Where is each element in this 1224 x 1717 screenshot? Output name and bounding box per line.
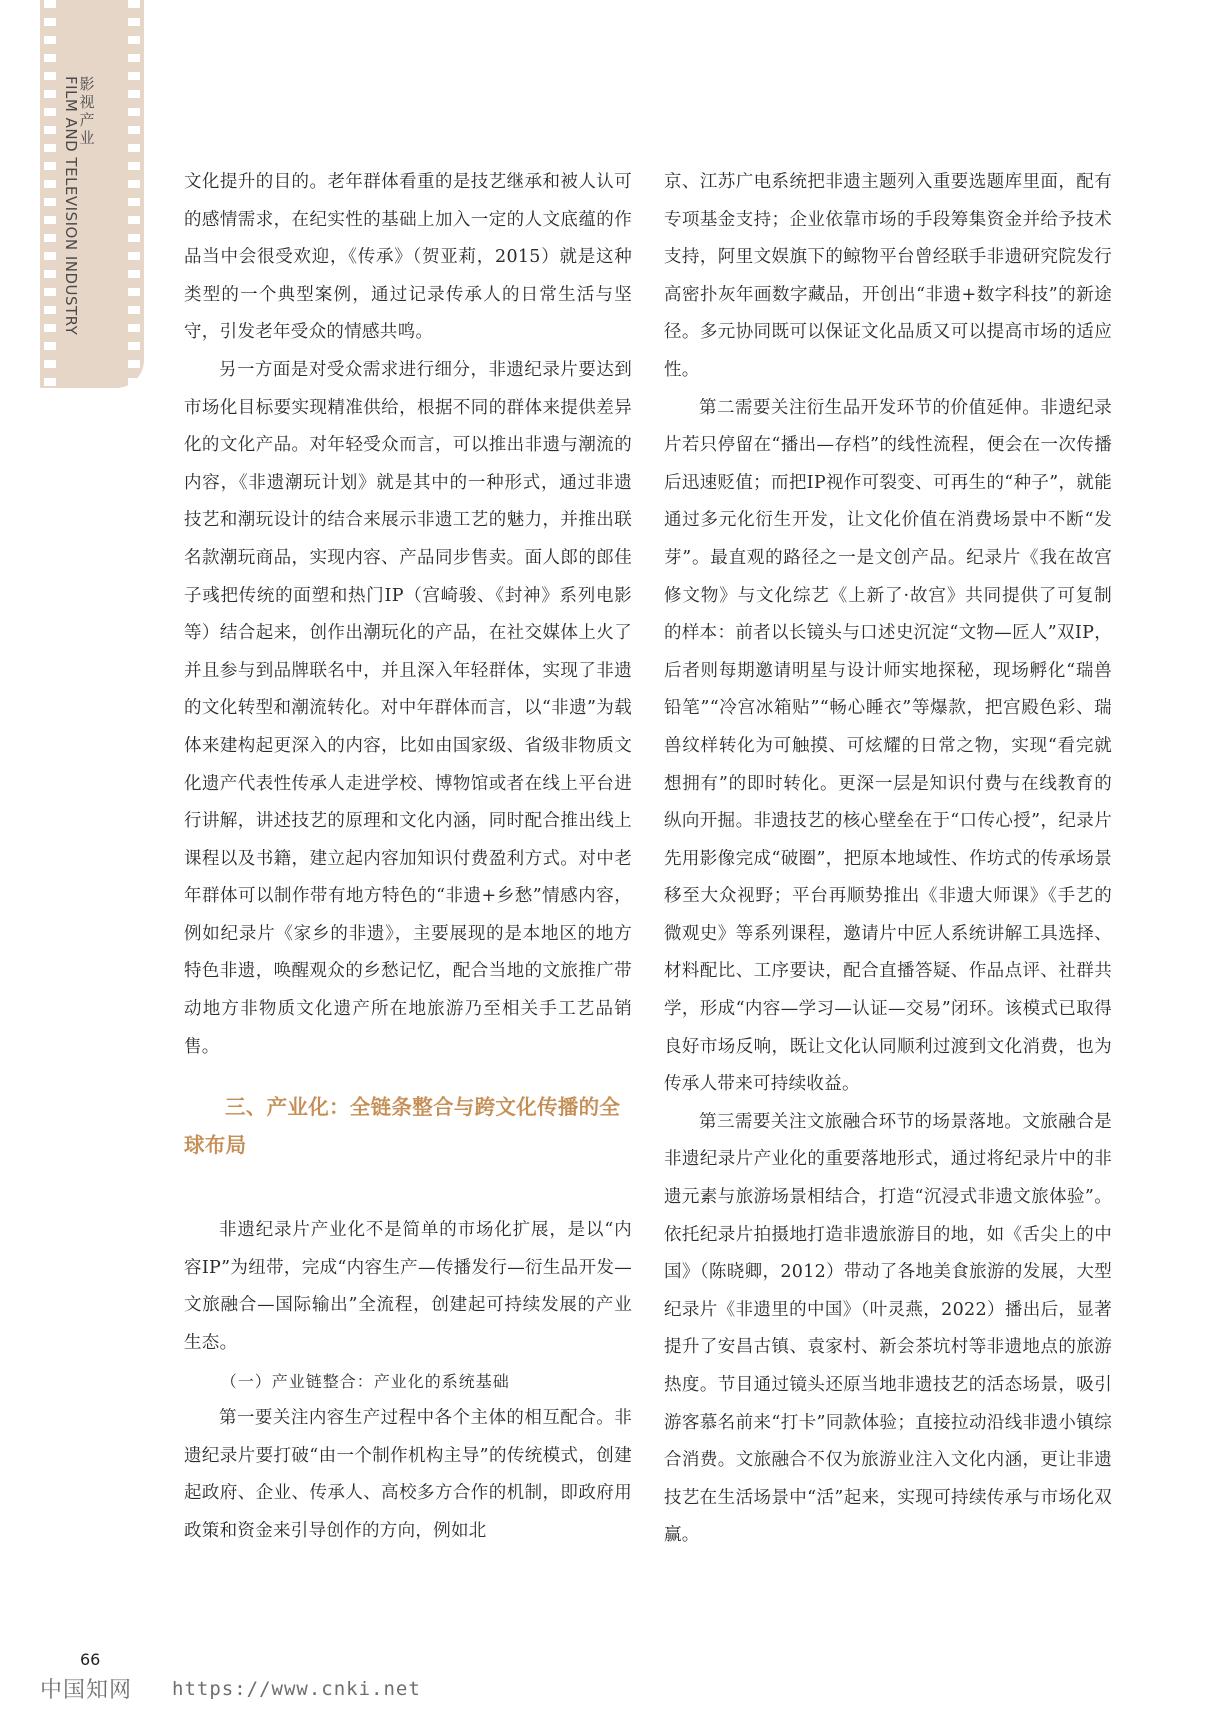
page-number: 66 (80, 1650, 101, 1669)
sub-heading: （一）产业链整合：产业化的系统基础 (220, 1371, 510, 1391)
cnki-url[interactable]: https://www.cnki.net (172, 1677, 421, 1700)
right-column (664, 164, 1112, 1555)
cnki-logo: 中国知网 (40, 1678, 133, 1703)
film-strip-decoration (128, 0, 140, 388)
section-label (62, 76, 94, 335)
left-column (184, 164, 632, 1551)
body-paragraph: 非遗纪录片产业化不是简单的市场化扩展，是以“内容IP”为纽带，完成“内容生产—传播发行—衍生品开发—文旅融合—国际输出”全流程，创建起可持续发展的产业生态。 (184, 1220, 632, 1354)
film-strip-decoration (44, 0, 56, 388)
body-paragraph: 另一方面是对受众需求进行细分，非遗纪录片要达到市场化目标要实现精准供给，根据不同的群体来提供差异化的文化产品。对年轻受众而言，可以推出非遗与潮流的内容，《非遗潮玩计划》就是其中的一种形式，通过非遗技艺和潮玩设计的结合来展示非遗工艺的魅力，并推出联名款潮玩商品，实现内容、产品同步售卖。面人郎的郎佳子彧把传统的面塑和热门IP（宫崎骏、《封神》系列电影等）结合起来，创作出潮玩化的产品，在社交媒体上火了并且参与到品牌联名中，并且深入年轻群体，实现了非遗的文化转型和潮流转化。对中年群体而言，以“非遗”为载体来建构起更深入的内容，比如由国家级、省级非物质文化遗产代表性传承人走进学校、博物馆或者在线上平台进行讲解，讲述技艺的原理和文化内涵，同时配合推出线上课程以及书籍，建立起内容加知识付费盈利方式。对中老年群体可以制作带有地方特色的“非遗+乡愁”情感内容，例如纪录片《家乡的非遗》，主要展现的是本地区的地方特色非遗，唤醒观众的乡愁记忆，配合当地的文旅推广带动地方非物质文化遗产所在地旅游乃至相关手工艺品销售。 (184, 359, 632, 1057)
body-paragraph: 第三需要关注文旅融合环节的场景落地。文旅融合是非遗纪录片产业化的重要落地形式，通过将纪录片中的非遗元素与旅游场景相结合，打造“沉浸式非遗文旅体验”。依托纪录片拍摄地打造非遗旅游目的地，如《舌尖上的中国》（陈晓卿，2012）带动了各地美食旅游的发展，大型纪录片《非遗里的中国》（叶灵燕，2022）播出后，显著提升了安昌古镇、袁家村、新会茶坑村等非遗地点的旅游热度。节目通过镜头还原当地非遗技艺的活态场景，吸引游客慕名前来“打卡”同款体验；直接拉动沿线非遗小镇综合消费。文旅融合不仅为旅游业注入文化内涵，更让非遗技艺在生活场景中“活”起来，实现可持续传承与市场化双赢。 (664, 1111, 1112, 1546)
body-paragraph: 文化提升的目的。老年群体看重的是技艺继承和被人认可的感情需求，在纪实性的基础上加入一定的人文底蕴的作品当中会很受欢迎，《传承》（贺亚莉，2015）就是这种类型的一个典型案例，通过记录传承人的日常生活与坚守，引发老年受众的情感共鸣。 (184, 172, 632, 343)
section-heading: 三、产业化：全链条整合与跨文化传播的全球布局 (184, 1095, 621, 1158)
section-tab (40, 0, 144, 388)
body-paragraph: 京、江苏广电系统把非遗主题列入重要选题库里面，配有专项基金支持；企业依靠市场的手段筹集资金并给予技术支持，阿里文娱旗下的鲸物平台曾经联手非遗研究院发行高密扑灰年画数字藏品，开创出“非遗+数字科技”的新途径。多元协同既可以保证文化品质又可以提高市场的适应性。 (664, 172, 1112, 380)
section-label-zh: 影视产业 (77, 76, 96, 148)
body-paragraph: 第二需要关注衍生品开发环节的价值延伸。非遗纪录片若只停留在“播出—存档”的线性流程，便会在一次传播后迅速贬值；而把IP视作可裂变、可再生的“种子”，就能通过多元化衍生开发，让文化价值在消费场景中不断“发芽”。最直观的路径之一是文创产品。纪录片《我在故宫修文物》与文化综艺《上新了·故宫》共同提供了可复制的样本：前者以长镜头与口述史沉淀“文物—匠人”双IP，后者则每期邀请明星与设计师实地探秘，现场孵化“瑞兽铅笔”“冷宫冰箱贴”“畅心睡衣”等爆款，把宫殿色彩、瑞兽纹样转化为可触摸、可炫耀的日常之物，实现“看完就想拥有”的即时转化。更深一层是知识付费与在线教育的纵向开掘。非遗技艺的核心壁垒在于“口传心授”，纪录片先用影像完成“破圈”，把原本地域性、作坊式的传承场景移至大众视野；平台再顺势推出《非遗大师课》《手艺的微观史》等系列课程，邀请片中匠人系统讲解工具选择、材料配比、工序要诀，配合直播答疑、作品点评、社群共学，形成“内容—学习—认证—交易”闭环。该模式已取得良好市场反响，既让文化认同顺利过渡到文化消费，也为传承人带来可持续收益。 (664, 397, 1112, 1095)
footer-watermark (40, 1673, 421, 1704)
body-paragraph: 第一要关注内容生产过程中各个主体的相互配合。非遗纪录片要打破“由一个制作机构主导”的传统模式，创建起政府、企业、传承人、高校多方合作的机制，即政府用政策和资金来引导创作的方向，例如北 (184, 1408, 632, 1541)
section-label-en: FILM AND TELEVISION INDUSTRY (61, 76, 80, 336)
